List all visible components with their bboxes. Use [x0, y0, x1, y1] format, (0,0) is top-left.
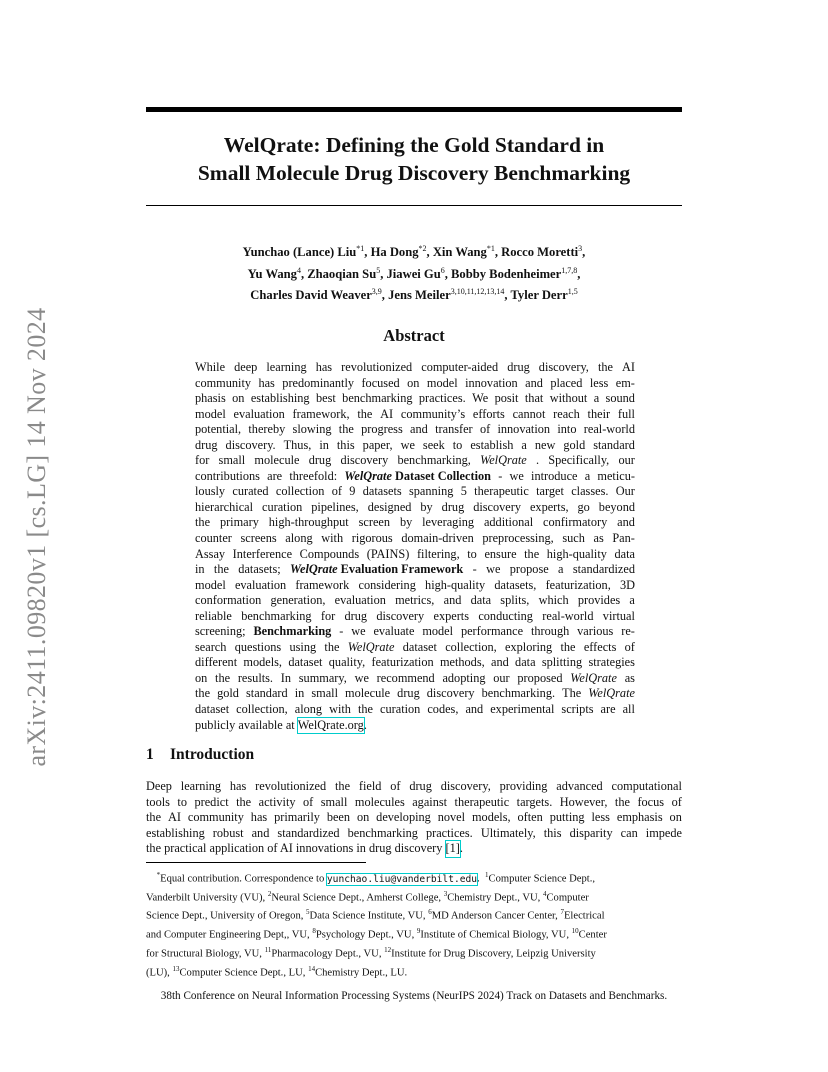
author-affil: *2: [418, 244, 427, 253]
author-affil: *1: [486, 244, 495, 253]
author-line-1: Yunchao (Lance) Liu$^{*1}$, Ha Dong$^{*2}$, Xin Wang$^{*1}$, Rocco Moretti$^3$,: [242, 244, 586, 260]
affil-text: Center: [578, 929, 607, 941]
footnote-text: and Computer Engineering Dept,, VU,: [146, 929, 313, 941]
affil-text: Computer Science Dept.,: [488, 873, 596, 885]
intro-period: .: [459, 841, 463, 855]
section-title: Introduction: [170, 746, 255, 763]
abstract-line: different models, dataset quality, featurization methods, and data splitting strategies: [195, 655, 635, 670]
abstract-line: Assay Interference Compounds (PAINS) filtering, to ensure the high-quality data: [195, 546, 635, 561]
affil-sup: 8: [312, 927, 316, 936]
author-name: Charles David Weaver: [250, 288, 372, 303]
affil-text: Institute for Drug Discovery, Leipzig University: [391, 948, 596, 960]
affil-sup: 3: [443, 889, 448, 898]
abstract-line: While deep learning has revolutionized computer-aided drug discovery, the AI: [195, 360, 635, 374]
venue-footer: 38th Conference on Neural Information Processing Systems (NeurIPS 2024) Track on Datasets and Benchmarks.: [160, 990, 668, 1002]
author-name: Yunchao (Lance) Liu: [242, 245, 357, 260]
author-affil: *1: [356, 244, 365, 253]
footnote-line: [146, 962, 682, 981]
author-affil: 5: [376, 265, 381, 275]
author-affil: 1,5: [567, 287, 578, 297]
author-line-2: Yu Wang$^4$, Zhaoqian Su$^5$, Jiawei Gu$^6$, Bobby Bodenheimer$^{1,7,8}$,: [247, 265, 581, 281]
title-line-2: Small Molecule Drug Discovery Benchmarking: [197, 161, 631, 185]
abstract-line: model evaluation framework, the AI community’s efforts cannot reach their full: [195, 406, 635, 421]
author-affil: 1,7,8: [561, 265, 578, 275]
affil-sup: 1: [485, 871, 489, 879]
paper-title: [146, 131, 682, 187]
footnote-line: [146, 943, 682, 962]
abstract-line: search questions using the WelQrate dataset collection, exploring the effects of: [195, 639, 635, 654]
arxiv-id: arXiv:2411.09820v1 [cs.LG] 14 Nov 2024: [22, 307, 51, 767]
affil-text: Chemistry Dept., VU,: [447, 892, 543, 904]
abstract-line: screening; Benchmarking - we evaluate model performance through various re-: [195, 624, 635, 639]
affil-text: Computer Science Dept., LU,: [179, 967, 309, 979]
affil-sup: 9: [416, 927, 421, 936]
title-top-rule: [146, 107, 682, 112]
affil-text: Institute of Chemical Biology, VU,: [420, 929, 572, 941]
abstract-body: [195, 360, 635, 733]
affil-sup: 4: [542, 889, 547, 898]
author-name: Rocco Moretti: [501, 245, 579, 260]
footnote-star: *: [156, 871, 161, 879]
intro-line: Deep learning has revolutionized the field of drug discovery, providing advanced computational: [146, 779, 682, 793]
footnote-text: for Structural Biology, VU,: [146, 948, 265, 960]
affil-text: Chemistry Dept., LU.: [315, 967, 408, 979]
abstract-line: in the datasets; WelQrate Evaluation Framework - we propose a standardized: [195, 562, 635, 577]
welqrate-link[interactable]: WelQrate.org: [297, 717, 364, 732]
citation-link[interactable]: [1]: [445, 841, 460, 855]
affil-sup: 5: [306, 908, 310, 917]
intro-paragraph: [146, 779, 682, 857]
abstract-heading: Abstract: [383, 326, 445, 345]
affil-sup: 11: [264, 945, 272, 954]
arxiv-watermark: [20, 307, 54, 767]
abstract-line: the primary high-throughput screen by leveraging additional confirmatory and: [195, 515, 635, 530]
abstract-line: contributions are threefold: WelQrate Dataset Collection - we introduce a meticu-: [195, 468, 635, 483]
author-name: Yu Wang: [247, 266, 297, 281]
author-affil: 3,9: [371, 287, 382, 297]
title-line-1: WelQrate: Defining the Gold Standard in: [223, 133, 605, 157]
footnote-star-text: Equal contribution. Correspondence to: [160, 873, 327, 885]
abstract-line: drug discovery. Thus, in this paper, we seek to establish a new gold standard: [195, 437, 635, 452]
abstract-line: reliable benchmarking for drug discovery experts conducting real-world virtual: [195, 608, 635, 623]
abstract-period: .: [363, 717, 367, 732]
abstract-line: counter screens along with rigorous domain-driven preprocessing, such as Pan-: [195, 531, 635, 546]
abstract-line: for small molecule drug discovery benchmarking, WelQrate . Specifically, our: [195, 453, 635, 468]
affil-text: Electrical: [563, 911, 605, 922]
affil-sup: 2: [267, 889, 272, 898]
author-name: Zhaoqian Su: [307, 266, 377, 281]
author-name: Jiawei Gu: [386, 266, 441, 281]
title-bottom-rule: [146, 205, 682, 206]
author-name: Jens Meiler: [388, 288, 451, 303]
footnote: [146, 868, 682, 980]
abstract-last-line: [195, 718, 635, 734]
author-affil: 4: [296, 265, 301, 275]
intro-line: establishing robust and standardized benchmarking practices. Ultimately, this disparity can impede: [146, 825, 682, 840]
author-affil: 3: [578, 244, 583, 253]
author-line-3: Charles David Weaver$^{3,9}$, Jens Meiler$^{3,10,11,12,13,14}$, Tyler Derr$^{1,5}$: [250, 287, 578, 303]
abstract-line: dataset collection, along with the curation codes, and experimental scripts are all: [195, 702, 635, 717]
affil-text: Neural Science Dept., Amherst College,: [271, 892, 444, 904]
abstract-line-text: publicly available at: [195, 717, 295, 732]
affil-sup: 13: [172, 964, 180, 973]
intro-line-text: the practical application of AI innovations in drug discovery: [146, 841, 443, 855]
footnote-line: [146, 887, 682, 906]
footnote-line: [146, 924, 682, 943]
affil-text: Data Science Institute, VU,: [309, 911, 429, 922]
abstract-line: conformation generation, evaluation metrics, and data splits, which provides a: [195, 593, 635, 608]
abstract-line: lously curated collection of 9 datasets spanning 5 therapeutic target classes. Our: [195, 484, 635, 499]
abstract-line: on the results. In summary, we recommend adopting our proposed WelQrate as: [195, 670, 635, 685]
author-name: Bobby Bodenheimer: [451, 266, 562, 281]
affil-sup: 6: [428, 908, 432, 917]
abstract-line: potential, thereby slowing the progress and transfer of innovation into real-world: [195, 422, 635, 437]
affil-sup: 10: [571, 927, 579, 936]
affil-text: Psychology Dept., VU,: [315, 929, 417, 941]
author-affil: 3,10,11,12,13,14: [450, 287, 505, 297]
author-name: Xin Wang: [432, 245, 487, 260]
footnote-text: (LU),: [146, 967, 173, 979]
author-name: Tyler Derr: [510, 288, 568, 303]
abstract-line: community has predominantly focused on model innovation and placed less em-: [195, 375, 635, 390]
footnote-text: Science Dept., University of Oregon,: [146, 911, 307, 922]
abstract-line: phasis on establishing best benchmarking practices. We posit that without a sound: [195, 391, 635, 406]
footnote-rule: [146, 862, 366, 863]
intro-last-line: [146, 841, 682, 857]
author-list: [146, 240, 682, 305]
author-name: Ha Dong: [370, 245, 419, 260]
affil-sup: 14: [308, 964, 316, 973]
footnote-text: Vanderbilt University (VU),: [146, 892, 268, 904]
section-number: 1: [146, 746, 154, 763]
abstract-line: the gold standard in small molecule drug discovery benchmarking. The WelQrate: [195, 686, 635, 701]
affil-text: Pharmacology Dept., VU,: [271, 948, 385, 960]
email-link[interactable]: yunchao.liu@vanderbilt.edu: [326, 873, 478, 885]
intro-line: tools to predict the activity of small molecules against therapeutic targets. However, the focus of: [146, 794, 682, 809]
abstract-line: hierarchical curation pipelines, designed by drug discovery experts, go beyond: [195, 499, 635, 514]
section-heading: [146, 746, 254, 764]
footnote-line: [146, 905, 682, 924]
affil-sup: 12: [384, 945, 392, 954]
affil-text: Computer: [546, 892, 589, 904]
affil-text: MD Anderson Cancer Center,: [431, 911, 561, 922]
footnote-line: *Equal contribution. Correspondence to yunchao.liu@vanderbilt.edu. $^1$Computer Science Dept.,: [156, 871, 596, 885]
affil-sup: 7: [560, 908, 564, 917]
abstract-line: model evaluation framework considering high-quality datasets, featurization, 3D: [195, 577, 635, 592]
author-affil: 6: [440, 265, 445, 275]
intro-line: the AI community has primarily been on developing novel models, often putting less emphasis on: [146, 810, 682, 824]
